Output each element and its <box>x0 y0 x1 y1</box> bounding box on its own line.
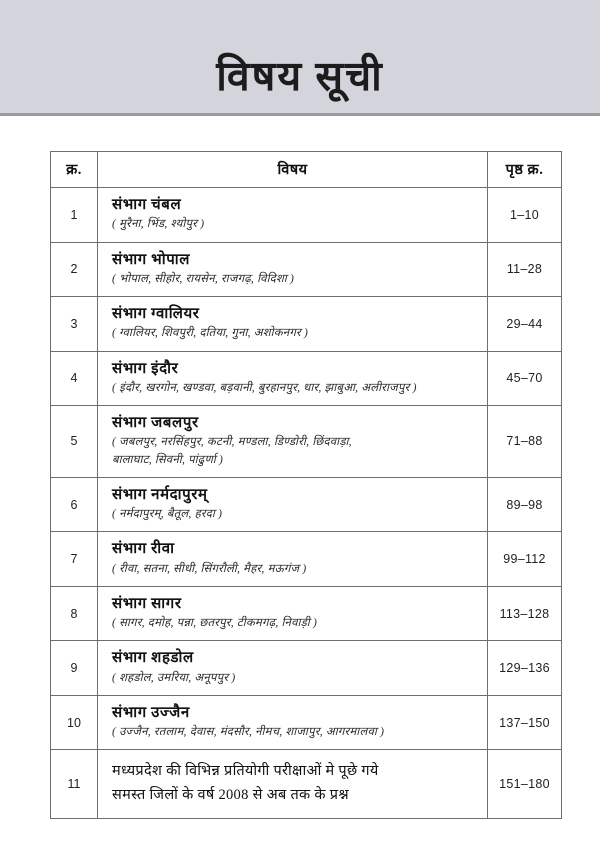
row-subject-cell <box>98 242 488 297</box>
table-row <box>51 297 562 352</box>
page-header-band <box>0 0 600 116</box>
row-subject-cell <box>98 641 488 696</box>
row-subject-cell <box>98 477 488 532</box>
page-title: विषय सूची <box>216 53 384 99</box>
row-subject-cell <box>98 406 488 478</box>
toc-table-body <box>51 188 562 819</box>
row-subject-cell <box>98 532 488 587</box>
row-page-range: 151–180 <box>488 750 562 819</box>
district-line: ( इंदौर, खरगोन, खण्डवा, बड़वानी, बुरहानपुर, धार, झाबुआ, अलीराजपुर ) <box>112 381 417 394</box>
table-of-contents <box>50 151 561 819</box>
row-page-range: 11–28 <box>488 242 562 297</box>
row-serial-number: 7 <box>51 532 98 587</box>
row-subject-cell <box>98 750 488 819</box>
table-header-row <box>51 152 562 188</box>
table-row <box>51 188 562 243</box>
table-row <box>51 242 562 297</box>
table-row <box>51 406 562 478</box>
division-name: संभाग चंबल <box>112 197 182 213</box>
special-entry-line: मध्यप्रदेश की विभिन्न प्रतियोगी परीक्षाओं मे पूछे गये <box>112 763 379 780</box>
district-line: ( शहडोल, उमरिया, अनूपपुर ) <box>112 671 236 684</box>
division-district-list <box>112 380 481 397</box>
row-serial-number: 5 <box>51 406 98 478</box>
division-district-list <box>112 615 481 632</box>
special-entry-line: समस्त जिलों के वर्ष 2008 से अब तक के प्रश्न <box>112 786 349 803</box>
division-name: संभाग इंदौर <box>112 360 179 377</box>
table-row <box>51 641 562 696</box>
division-name: संभाग भोपाल <box>112 251 190 268</box>
row-serial-number: 1 <box>51 188 98 243</box>
table-row <box>51 477 562 532</box>
row-page-range: 137–150 <box>488 695 562 750</box>
district-line: ( उज्जैन, रतलाम, देवास, मंदसौर, नीमच, शाजापुर, आगरमालवा ) <box>112 726 385 738</box>
row-serial-number: 2 <box>51 242 98 297</box>
row-page-range: 113–128 <box>488 586 562 641</box>
row-subject-cell <box>98 188 488 243</box>
division-name: संभाग ग्वालियर <box>112 306 200 322</box>
row-page-range: 129–136 <box>488 641 562 696</box>
special-entry-text <box>112 760 481 807</box>
table-row <box>51 532 562 587</box>
table-row-special <box>51 750 562 819</box>
column-header-serial: क्र. <box>51 152 98 188</box>
division-name: संभाग रीवा <box>112 541 175 558</box>
toc-table-head <box>51 152 562 188</box>
table-row <box>51 586 562 641</box>
division-district-list <box>112 670 481 687</box>
row-subject-cell <box>98 586 488 641</box>
row-page-range: 29–44 <box>488 297 562 352</box>
division-name: संभाग नर्मदापुरम् <box>112 486 208 503</box>
row-page-range: 1–10 <box>488 188 562 243</box>
row-serial-number: 3 <box>51 297 98 352</box>
row-page-range: 71–88 <box>488 406 562 478</box>
column-header-page: पृष्ठ क्र. <box>488 152 562 188</box>
toc-table <box>50 151 562 819</box>
row-serial-number: 8 <box>51 586 98 641</box>
row-serial-number: 6 <box>51 477 98 532</box>
division-name: संभाग उज्जैन <box>112 704 190 721</box>
division-district-list <box>112 724 481 741</box>
division-district-list <box>112 434 481 469</box>
row-page-range: 99–112 <box>488 532 562 587</box>
row-page-range: 45–70 <box>488 351 562 406</box>
row-serial-number: 10 <box>51 695 98 750</box>
division-district-list <box>112 561 481 578</box>
district-line: बालाघाट, सिवनी, पांढुर्णा ) <box>112 453 224 466</box>
row-page-range: 89–98 <box>488 477 562 532</box>
district-line: ( मुरैना, भिंड, श्योपुर ) <box>112 218 205 231</box>
row-serial-number: 4 <box>51 351 98 406</box>
row-subject-cell <box>98 351 488 406</box>
district-line: ( सागर, दमोह, पन्ना, छतरपुर, टीकमगढ़, निवाड़ी ) <box>112 617 318 629</box>
district-line: ( जबलपुर, नरसिंहपुर, कटनी, मण्डला, डिण्डोरी, छिंदवाड़ा, <box>112 436 352 449</box>
district-line: ( ग्वालियर, शिवपुरी, दतिया, गुना, अशोकनगर ) <box>112 327 309 340</box>
division-district-list <box>112 325 481 342</box>
column-header-subject: विषय <box>98 152 488 188</box>
row-serial-number: 11 <box>51 750 98 819</box>
district-line: ( नर्मदापुरम्, बैतूल, हरदा ) <box>112 508 223 520</box>
table-row <box>51 695 562 750</box>
table-row <box>51 351 562 406</box>
division-name: संभाग सागर <box>112 595 182 612</box>
division-name: संभाग जबलपुर <box>112 415 199 431</box>
district-line: ( भोपाल, सीहोर, रायसेन, राजगढ़, विदिशा ) <box>112 272 295 285</box>
district-line: ( रीवा, सतना, सीधी, सिंगरौली, मैहर, मऊगंज ) <box>112 562 307 575</box>
row-subject-cell <box>98 297 488 352</box>
row-serial-number: 9 <box>51 641 98 696</box>
division-district-list <box>112 271 481 288</box>
division-district-list <box>112 506 481 523</box>
row-subject-cell <box>98 695 488 750</box>
division-district-list <box>112 216 481 233</box>
division-name: संभाग शहडोल <box>112 650 194 667</box>
